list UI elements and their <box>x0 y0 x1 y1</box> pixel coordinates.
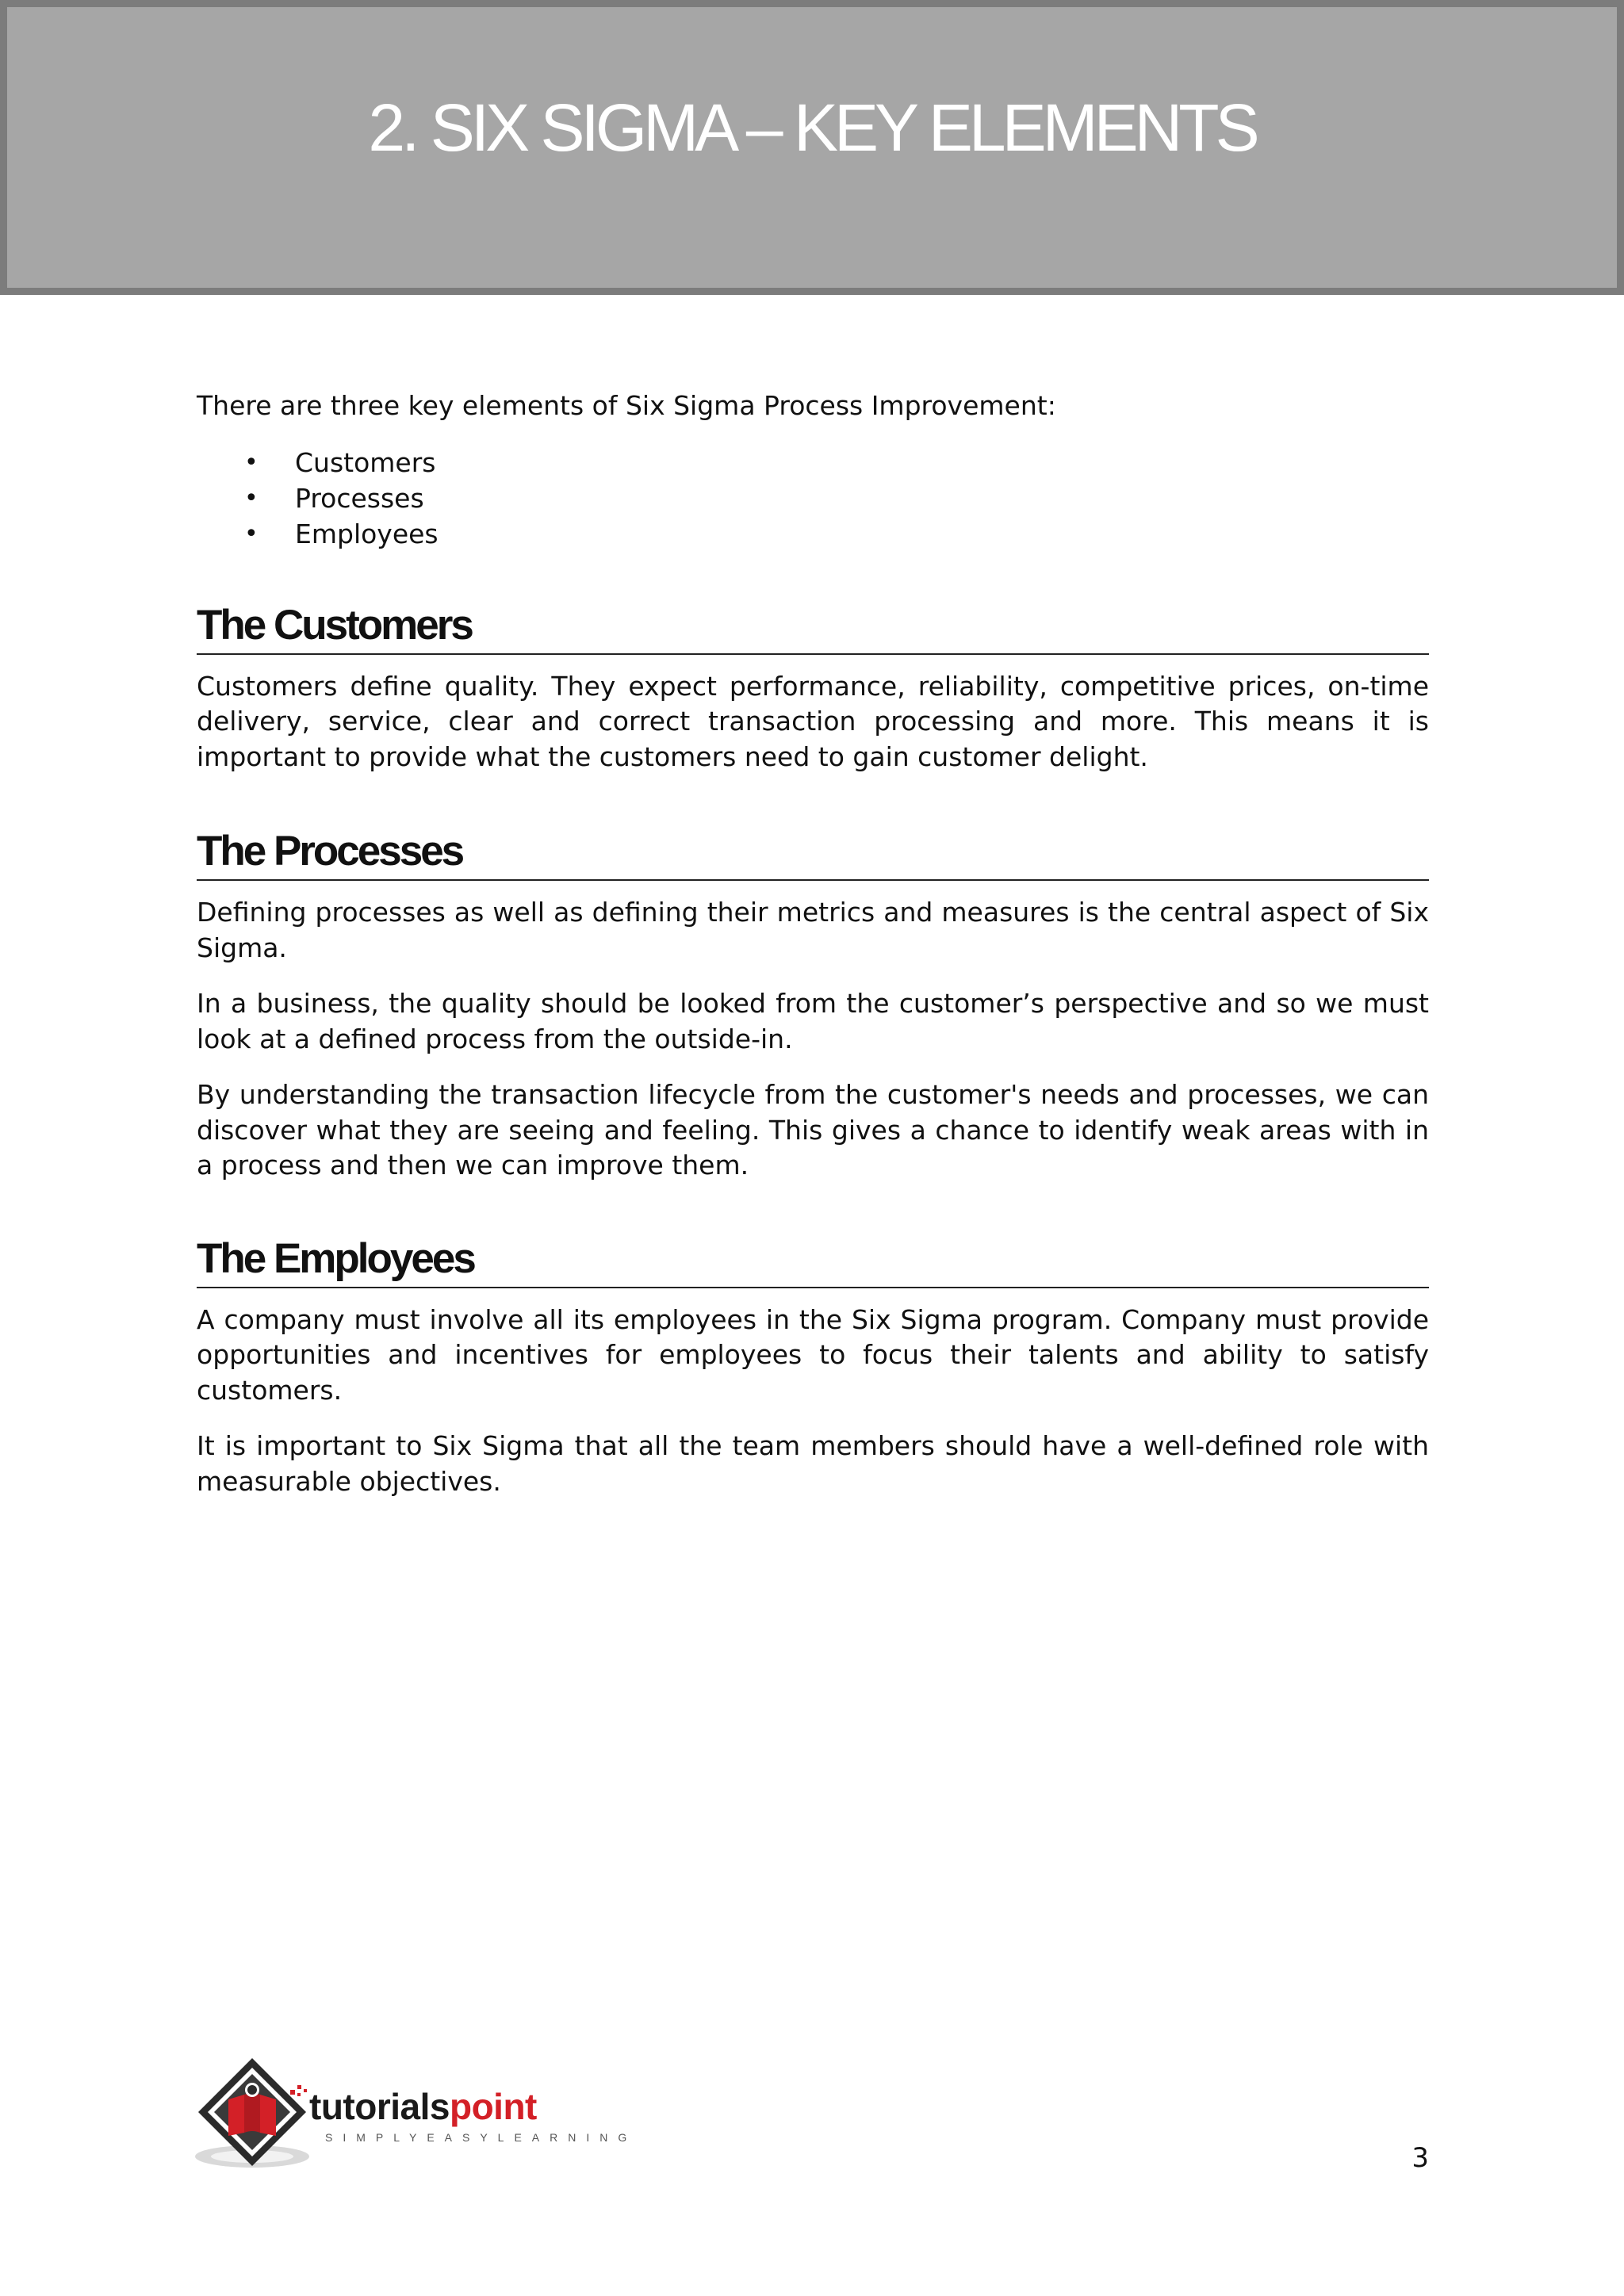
list-item <box>197 445 1429 480</box>
intro-paragraph: There are three key elements of Six Sigma Process Improvement: <box>197 390 1056 421</box>
section-divider <box>197 879 1429 881</box>
bullet-icon: • <box>244 448 259 476</box>
list-item-label: Employees <box>295 518 439 549</box>
tutorialspoint-logo <box>193 2053 638 2172</box>
section-heading: The Processes <box>197 828 463 874</box>
page-content <box>197 388 1429 1499</box>
section-divider <box>197 653 1429 655</box>
section-paragraph: In a business, the quality should be looked from the customer’s perspective and so we must look at a defined process from the outside-in. <box>197 988 1429 1054</box>
list-item <box>197 480 1429 516</box>
section-paragraph: Customers define quality. They expect performance, reliability, competitive prices, on-time delivery, service, clear and correct transaction processing and more. This means it is important to provide what the customers need to gain customer delight. <box>197 670 1429 772</box>
logo-emblem-icon <box>193 2053 320 2172</box>
chapter-header-banner <box>0 0 1624 295</box>
key-elements-list <box>197 445 1429 552</box>
logo-wordmark: tutorialspoint <box>309 2086 537 2127</box>
section-paragraph: It is important to Six Sigma that all the team members should have a well-defined role with measurable objectives. <box>197 1430 1429 1497</box>
section-paragraph: By understanding the transaction lifecycle from the customer's needs and processes, we can discover what they are seeing and feeling. This gives a chance to identify weak areas with in a process and then we can improve them. <box>197 1079 1429 1181</box>
bullet-icon: • <box>244 484 259 512</box>
section-paragraph: A company must involve all its employees in the Six Sigma program. Company must provide opportunities and incentives for employees to focus their talents and ability to satisfy customers. <box>197 1303 1429 1406</box>
section-paragraph: Defining processes as well as defining their metrics and measures is the central aspect of Six Sigma. <box>197 897 1429 963</box>
section-heading: The Customers <box>197 601 472 649</box>
list-item-label: Processes <box>295 482 424 514</box>
section-heading: The Employees <box>197 1234 474 1282</box>
section-customers <box>197 601 1429 775</box>
section-employees <box>197 1234 1429 1500</box>
list-item-label: Customers <box>295 446 436 478</box>
section-divider <box>197 1287 1429 1288</box>
logo-tagline: SIMPLYEASYLEARNING <box>325 2131 638 2144</box>
bullet-icon: • <box>244 519 259 548</box>
chapter-title: 2. SIX SIGMA – KEY ELEMENTS <box>368 90 1256 165</box>
page-number: 3 <box>1411 2142 1429 2174</box>
list-item <box>197 516 1429 552</box>
section-processes <box>197 827 1429 1184</box>
